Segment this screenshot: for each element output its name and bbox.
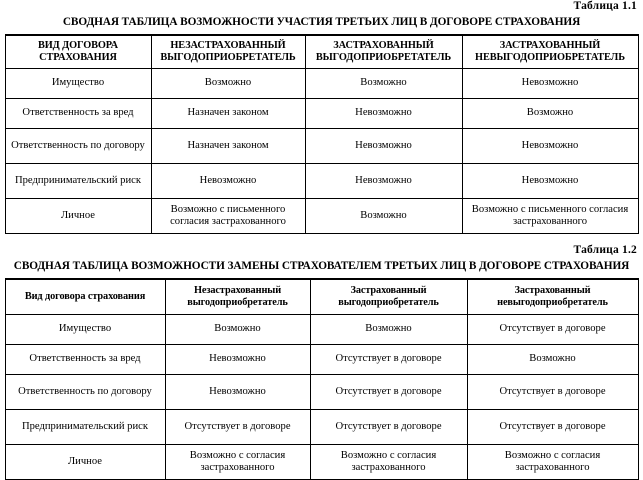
table-2-r0-c0: Имущество [5, 315, 165, 345]
table-2-body [5, 315, 638, 480]
table-1-r0-c3: Невозможно [462, 69, 638, 99]
table-row [5, 164, 638, 199]
table-2-header-row [5, 279, 638, 315]
table-2-r1-c1: Невозможно [165, 345, 310, 375]
table-2-r3-c0: Предпринимательский риск [5, 410, 165, 445]
table-2-r1-c3: Возможно [467, 345, 638, 375]
table-2-col-header-uninsured-beneficiary: Незастрахованный выгодоприобретатель [165, 279, 310, 315]
table-2-r4-c2: Возможно с согласия застрахованного [310, 445, 467, 480]
table-1-col-header-insured-beneficiary: ЗАСТРАХОВАННЫЙ ВЫГОДОПРИОБРЕТАТЕЛЬ [305, 35, 462, 69]
table-2-number-label: Таблица 1.2 [573, 244, 637, 256]
table-1-body [5, 69, 638, 234]
table-replacement-of-third-parties [5, 278, 639, 480]
table-2-col-header-insured-beneficiary: Застрахованный выгодоприобретатель [310, 279, 467, 315]
table-2-r3-c1: Отсутствует в договоре [165, 410, 310, 445]
table-row [5, 410, 638, 445]
table-2-title: СВОДНАЯ ТАБЛИЦА ВОЗМОЖНОСТИ ЗАМЕНЫ СТРАХОВАТЕЛЕМ ТРЕТЬИХ ЛИЦ В ДОГОВОРЕ СТРАХОВАНИЯ [13, 260, 630, 272]
table-2-r2-c2: Отсутствует в договоре [310, 375, 467, 410]
table-2-r3-c2: Отсутствует в договоре [310, 410, 467, 445]
table-1-header-row [5, 35, 638, 69]
table-2-r4-c1: Возможно с согласия застрахованного [165, 445, 310, 480]
table-1-r1-c3: Возможно [462, 99, 638, 129]
table-2-r2-c0: Ответственность по договору [5, 375, 165, 410]
table-2-col-header-insured-non-beneficiary: Застрахованный невыгодоприобретатель [467, 279, 638, 315]
table-1-number-label: Таблица 1.1 [573, 0, 637, 12]
table-2-r2-c3: Отсутствует в договоре [467, 375, 638, 410]
table-participation-of-third-parties [5, 34, 639, 234]
table-2-header-row-group [5, 279, 638, 315]
table-1-r3-c0: Предпринимательский риск [5, 164, 151, 199]
table-row [5, 69, 638, 99]
table-1-header-row-group [5, 35, 638, 69]
table-1-col-header-insured-non-beneficiary: ЗАСТРАХОВАННЫЙ НЕВЫГОДОПРИОБРЕТАТЕЛЬ [462, 35, 638, 69]
table-2-r4-c0: Личное [5, 445, 165, 480]
table-gap-spacer [0, 234, 643, 244]
table-row [5, 129, 638, 164]
table-1-r0-c1: Возможно [151, 69, 305, 99]
table-1-r4-c1: Возможно с письменного согласия застрахованного [151, 199, 305, 234]
table-1-r4-c2: Возможно [305, 199, 462, 234]
table-row [5, 345, 638, 375]
table-1-r0-c0: Имущество [5, 69, 151, 99]
table-1-r1-c0: Ответственность за вред [5, 99, 151, 129]
table-row [5, 445, 638, 480]
table-2-r2-c1: Невозможно [165, 375, 310, 410]
table-1-r3-c3: Невозможно [462, 164, 638, 199]
table-2-r3-c3: Отсутствует в договоре [467, 410, 638, 445]
table-1-r3-c2: Невозможно [305, 164, 462, 199]
table-1-r4-c3: Возможно с письменного согласия застрахованного [462, 199, 638, 234]
table-2-r1-c2: Отсутствует в договоре [310, 345, 467, 375]
table-row [5, 199, 638, 234]
table-row [5, 315, 638, 345]
table-1-col-header-contract-type: ВИД ДОГОВОРА СТРАХОВАНИЯ [5, 35, 151, 69]
table-2-r1-c0: Ответственность за вред [5, 345, 165, 375]
table-1-r0-c2: Возможно [305, 69, 462, 99]
table-2-r0-c2: Возможно [310, 315, 467, 345]
table-1-r1-c2: Невозможно [305, 99, 462, 129]
table-1-r1-c1: Назначен законом [151, 99, 305, 129]
table-1-r2-c2: Невозможно [305, 129, 462, 164]
table-1-r4-c0: Личное [5, 199, 151, 234]
table-1-title: СВОДНАЯ ТАБЛИЦА ВОЗМОЖНОСТИ УЧАСТИЯ ТРЕТЬИХ ЛИЦ В ДОГОВОРЕ СТРАХОВАНИЯ [62, 16, 581, 28]
table-2-r4-c3: Возможно с согласия застрахованного [467, 445, 638, 480]
table-2-col-header-contract-type: Вид договора страхования [5, 279, 165, 315]
table-2-r0-c3: Отсутствует в договоре [467, 315, 638, 345]
table-2-r0-c1: Возможно [165, 315, 310, 345]
table-1-r2-c1: Назначен законом [151, 129, 305, 164]
table-1-r2-c0: Ответственность по договору [5, 129, 151, 164]
table-1-r3-c1: Невозможно [151, 164, 305, 199]
table-row [5, 375, 638, 410]
table-row [5, 99, 638, 129]
table-1-col-header-uninsured-beneficiary: НЕЗАСТРАХОВАННЫЙ ВЫГОДОПРИОБРЕТАТЕЛЬ [151, 35, 305, 69]
table-1-r2-c3: Невозможно [462, 129, 638, 164]
